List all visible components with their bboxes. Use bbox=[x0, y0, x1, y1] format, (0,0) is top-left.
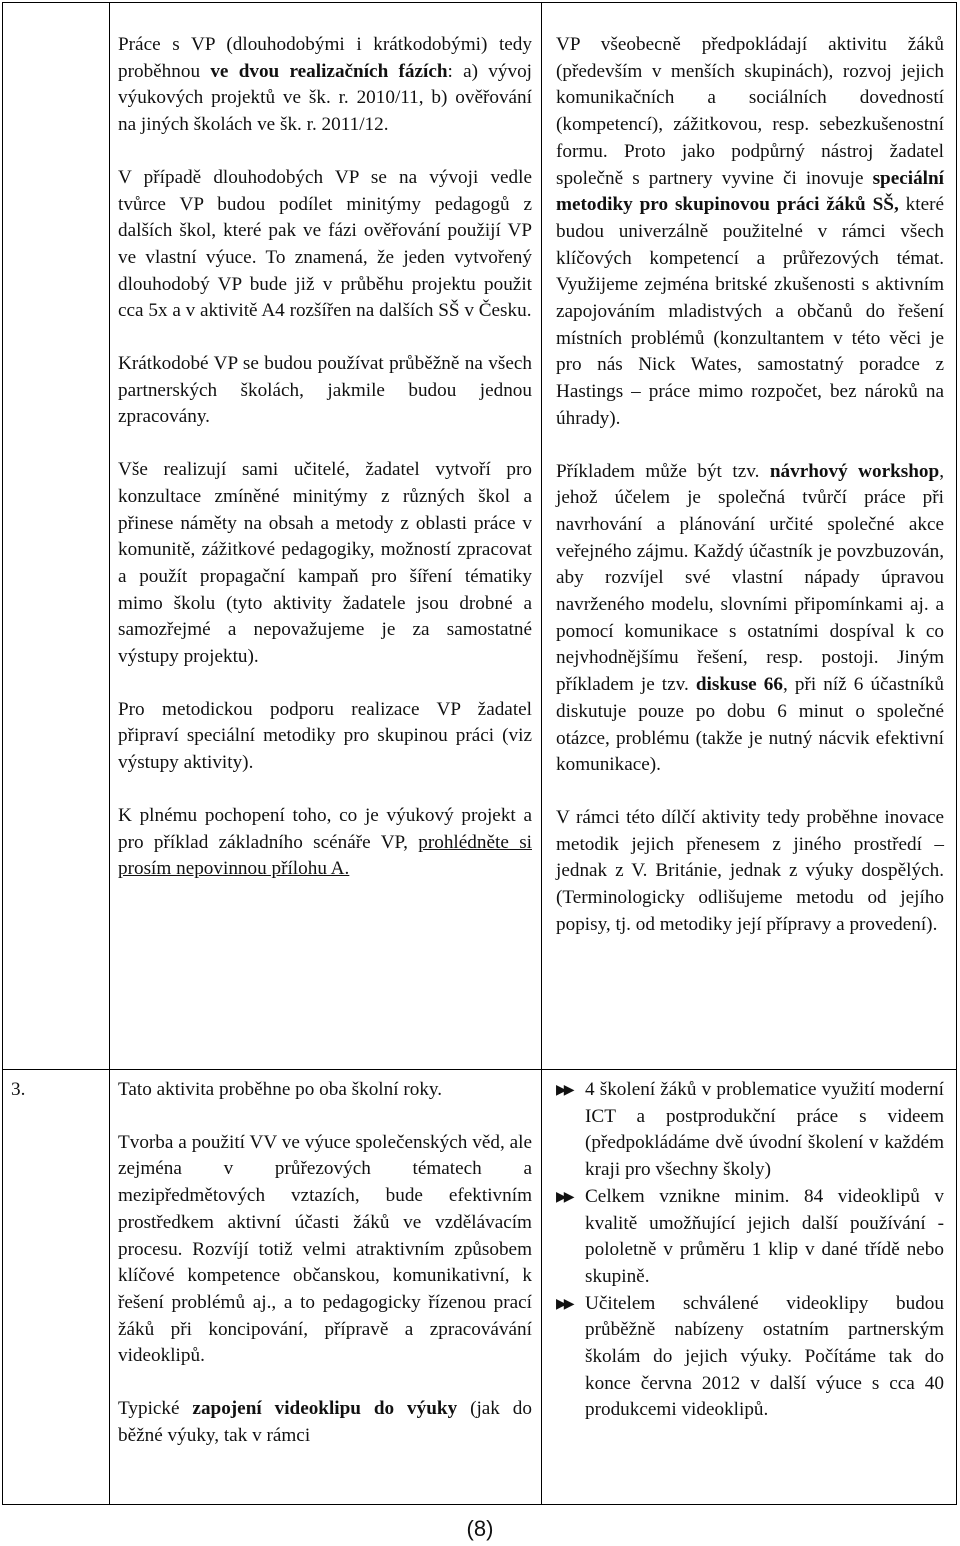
list-item-text: Celkem vznikne minim. 84 videoklipů v kvalitě umožňující jejich další používání - pololetně v průměru 1 klip v dané třídě nebo skupině. bbox=[585, 1185, 944, 1287]
text-run: Příkladem může být tzv. bbox=[556, 460, 770, 482]
double-arrow-icon: ▶▶ bbox=[556, 1295, 572, 1312]
text-run: K plnému pochopení toho, co je výukový projekt a pro příklad základního scénáře VP, bbox=[118, 804, 532, 853]
paragraph-examples bbox=[556, 459, 944, 779]
text-run: které budou univerzálně použitelné v rámci všech klíčových kompetencí a průřezových témat. Využijeme zejména britské zkušenosti s aktivním zapojováním mladistvých a občanů do řešení místních problémů (konzultantem v této věci je pro nás Nick Wates, samostatný poradce z Hastings – práce mimo rozpočet, bez nároků na úhrady). bbox=[556, 194, 944, 429]
paragraph-long-term-vp bbox=[118, 165, 532, 325]
list-item bbox=[556, 1291, 944, 1425]
paragraph-phases bbox=[118, 32, 532, 139]
column-divider-2 bbox=[541, 2, 542, 1505]
text-run: V rámci této dílčí aktivity tedy proběhne inovace metodik jejich přenesem z jiného prostředí – jednak z V. Británie, jednak z výuky dospělých. (Terminologicky odlišujeme metodu od jejího popisy, tj. od metodiky její přípravy a provedení). bbox=[556, 806, 944, 935]
left-column-top bbox=[118, 32, 532, 883]
column-divider-1 bbox=[109, 2, 110, 1505]
bold-text: zapojení videoklipu do výuky bbox=[192, 1398, 458, 1420]
underlined-text: prohlédněte si prosím nepovinnou přílohu A. bbox=[118, 831, 532, 880]
text-run: , při níž 6 účastníků diskutuje pouze po dobu 6 minut o společné otázce, problému (takže je nutný nácvik efektivní komunikace). bbox=[556, 674, 944, 776]
list-item-text: 4 školení žáků v problematice využití moderní ICT a postprodukční práce s videem (předpokládáme dvě úvodní školení v každém kraji pro všechny školy) bbox=[585, 1079, 944, 1181]
text-run: Krátkodobé VP se budou používat průběžně na všech partnerských školách, jakmile budou jednou zpracovány. bbox=[118, 353, 532, 428]
paragraph-methodical-support bbox=[118, 697, 532, 777]
paragraph-student-activity bbox=[556, 32, 944, 433]
bold-text: ve dvou realizačních fázích bbox=[210, 60, 448, 82]
right-column-top bbox=[556, 32, 944, 939]
text-run: : a) vývoj výukových projektů ve šk. r. 2010/11, b) ověřování na jiných školách ve šk. r. 2011/12. bbox=[118, 60, 532, 136]
text-run: Tato aktivita proběhne po oba školní roky. bbox=[118, 1079, 443, 1100]
paragraph-teachers bbox=[118, 457, 532, 671]
text-run: Tvorba a použití VV ve výuce společenských věd, ale zejména v průřezových tématech a mezipředmětových vztazích, bude efektivním prostředkem aktivní účasti žáků ve vzdělávacím procesu. Rozvíjí totiž velmi atraktivním způsobem klíčové kompetence občanskou, komunikativní, k řešení problémů aj., a to pedagogicky řízenou prací žáků při koncipování, přípravě a zpracovávání videoklipů. bbox=[118, 1131, 532, 1367]
row-divider bbox=[2, 1069, 957, 1070]
text-run: VP všeobecně předpokládají aktivitu žáků (především v menších skupinách), rozvoj jejich komunikačních a sociálních dovedností (kompetencí), zážitkovou, resp. sebezkušenostní formu. Proto jako podpůrný nástroj žadatel společně s partnery vyvine či inovuje bbox=[556, 34, 944, 189]
list-item bbox=[556, 1077, 944, 1184]
section-number: 3. bbox=[11, 1079, 26, 1100]
paragraph-video-use bbox=[118, 1130, 532, 1370]
text-run: , jehož účelem je společná tvůrčí práce při navrhování a plánování určité společné akce veřejného zájmu. Každý účastník je povzbuzován, aby rozvíjel své vlastní nápady úpravou navrženého modelu, slovními připomínkami aj. a pomocí komunikace s ostatními dospíval k co nejvhodnějšímu řešení, resp. postoji. Jiným příkladem je tzv. bbox=[556, 460, 944, 696]
bullet-list bbox=[556, 1077, 944, 1424]
bold-text: návrhový workshop bbox=[769, 460, 940, 482]
text-run: Vše realizují sami učitelé, žadatel vytvoří pro konzultace zmíněné minitýmy z různých škol a přinese náměty na obsah a metody z oblasti práce v komunitě, zážitkové pedagogiky, možností zpracovat a použít propagační kampaň pro šíření tématiky mimo školu (tyto aktivity žadatele jsou drobné a samozřejmé a nepovažujeme je za samostatné výstupy projektu). bbox=[118, 459, 532, 668]
text-run: Práce s VP (dlouhodobými i krátkodobými) tedy proběhnou bbox=[118, 34, 532, 82]
paragraph-attachment-a bbox=[118, 803, 532, 883]
bold-text: speciální metodiky pro skupinovou práci žáků SŠ, bbox=[556, 167, 944, 216]
text-run: Pro metodickou podporu realizace VP žadatel připraví speciální metodiky pro skupinou práci (viz výstupy aktivity). bbox=[118, 698, 532, 774]
text-run: Typické bbox=[118, 1398, 193, 1420]
paragraph-innovation bbox=[556, 805, 944, 939]
list-item bbox=[556, 1184, 944, 1291]
text-run: (jak do běžné výuky, tak v rámci bbox=[118, 1398, 532, 1446]
text-run: V případě dlouhodobých VP se na vývoji vedle tvůrce VP budou podílet minitýmy pedagogů z dalších škol, které pak ve fázi ověřování použijí VP ve vlastní výuce. To znamená, že jeden vytvořený dlouhodobý VP bude již v průběhu projektu použit cca 5x a v aktivitě A4 rozšířen na dalších SŠ v Česku. bbox=[118, 166, 532, 322]
left-column-bottom bbox=[118, 1077, 532, 1449]
list-item-text: Učitelem schválené videoklipy budou průběžně nabízeny ostatním partnerským školám do jejich výuky. Počítáme tak do konce června 2012 v další výuce s cca 40 produkcemi videoklipů. bbox=[585, 1292, 944, 1421]
page-number: (8) bbox=[466, 1516, 494, 1541]
bold-text: diskuse 66 bbox=[695, 674, 783, 696]
paragraph-duration bbox=[118, 1077, 532, 1104]
paragraph-short-term-vp bbox=[118, 351, 532, 431]
paragraph-video-integration bbox=[118, 1396, 532, 1449]
double-arrow-icon: ▶▶ bbox=[556, 1188, 572, 1205]
right-column-bottom bbox=[556, 1077, 944, 1424]
double-arrow-icon: ▶▶ bbox=[556, 1082, 572, 1098]
